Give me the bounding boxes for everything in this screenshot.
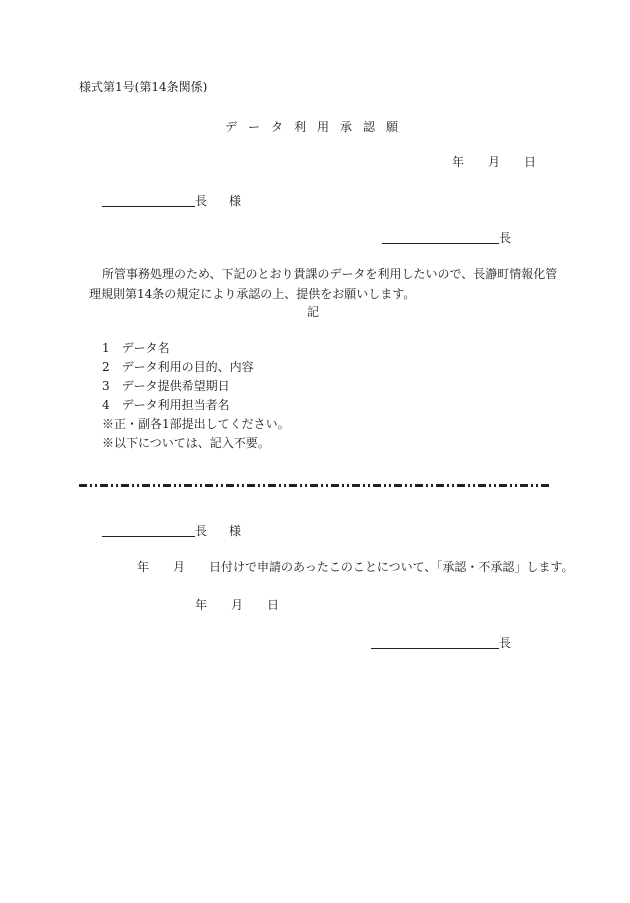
reply-addressee-honorific: 様 [229,524,242,538]
date-year: 年 [452,155,465,169]
reply-statement-line [137,561,573,573]
reply-statement: 日付けで申請のあったこのことについて、「承認・不承認」します。 [209,560,574,574]
approver-suffix: 長 [499,636,512,650]
form-number: 様式第1号(第14条関係) [79,80,208,94]
reply-month: 月 [173,560,186,574]
list-item: 1 データ名 [102,341,170,355]
body-line-2: 理規則第14条の規定により承認の上、提供をお願いします。 [89,287,416,301]
list-item: 3 データ提供希望期日 [102,379,230,393]
addressee-honorific: 様 [229,194,242,208]
date-line [452,156,536,168]
addressee-line [102,194,241,207]
sender-blank [382,231,499,244]
reply-addressee-line [102,524,241,537]
date-day: 日 [524,155,537,169]
document-title: データ利用承認願 [225,120,410,134]
approver-line [371,636,511,649]
approver-blank [371,636,499,649]
reply-date-year: 年 [195,598,208,612]
list-item: 2 データ利用の目的、内容 [102,360,254,374]
list-item: 4 データ利用担当者名 [102,398,230,412]
note-no-entry: ※以下については、記入不要。 [102,436,270,450]
reply-date-day: 日 [267,598,280,612]
sender-suffix: 長 [499,231,512,245]
reply-addressee-blank [102,524,195,537]
reply-date-month: 月 [231,598,244,612]
ki-heading: 記 [307,305,320,319]
addressee-suffix: 長 [195,194,208,208]
reply-date-line [195,599,279,611]
body-line-1: 所管事務処理のため、下記のとおり貴課のデータを利用したいので、長瀞町情報化管 [102,267,558,281]
cut-line-divider [79,484,549,487]
addressee-blank [102,194,195,207]
sender-line [382,231,511,244]
reply-addressee-suffix: 長 [195,524,208,538]
note-submission: ※正・副各1部提出してください。 [102,417,290,431]
date-month: 月 [488,155,501,169]
reply-year: 年 [137,560,150,574]
